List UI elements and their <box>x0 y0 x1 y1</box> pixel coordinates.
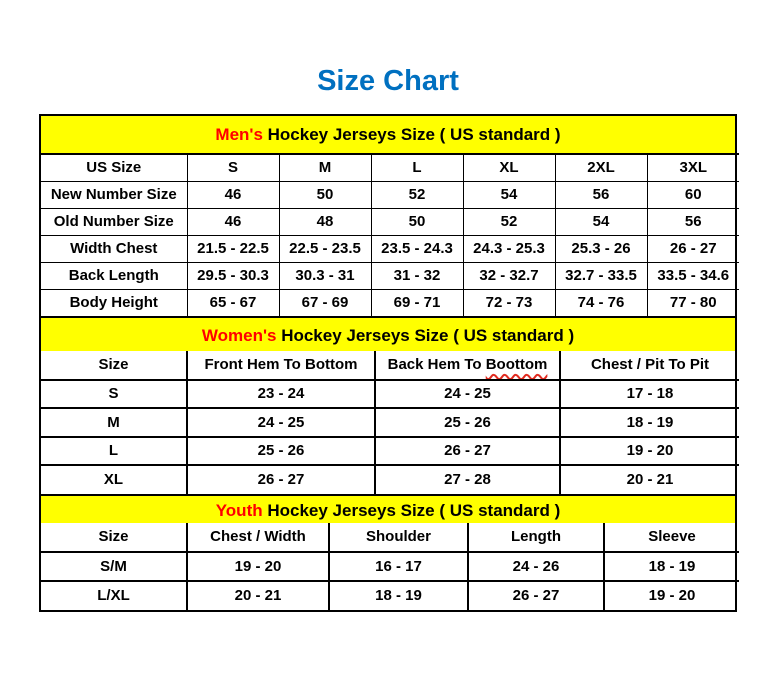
column-header: Sleeve <box>604 523 739 552</box>
row-label: New Number Size <box>41 181 187 208</box>
row-label: M <box>41 408 187 437</box>
cell: 19 - 20 <box>187 552 329 581</box>
row-label: Back Length <box>41 262 187 289</box>
cell: 17 - 18 <box>560 380 739 409</box>
cell: 20 - 21 <box>187 581 329 610</box>
column-header: 3XL <box>647 154 739 181</box>
column-header: S <box>187 154 279 181</box>
cell: 56 <box>647 208 739 235</box>
cell: 25.3 - 26 <box>555 235 647 262</box>
cell: 25 - 26 <box>375 408 560 437</box>
mens-size-table <box>41 153 739 316</box>
cell: 69 - 71 <box>371 289 463 316</box>
column-header: Shoulder <box>329 523 468 552</box>
cell: 29.5 - 30.3 <box>187 262 279 289</box>
womens-section-header-text: Hockey Jerseys Size ( US standard ) <box>276 326 575 345</box>
cell: 50 <box>371 208 463 235</box>
mens-header-row <box>41 154 739 181</box>
youth-section-header-accent: Youth <box>215 500 263 520</box>
cell: 19 - 20 <box>560 437 739 466</box>
mens-section-header <box>41 116 735 153</box>
cell: 52 <box>371 181 463 208</box>
cell: 31 - 32 <box>371 262 463 289</box>
cell: 27 - 28 <box>375 465 560 494</box>
cell: 23 - 24 <box>187 380 375 409</box>
cell: 24 - 25 <box>187 408 375 437</box>
cell: 67 - 69 <box>279 289 371 316</box>
column-header: US Size <box>41 154 187 181</box>
column-header: M <box>279 154 371 181</box>
row-label: Width Chest <box>41 235 187 262</box>
row-label: L <box>41 437 187 466</box>
cell: 26 - 27 <box>647 235 739 262</box>
cell: 65 - 67 <box>187 289 279 316</box>
row-label: L/XL <box>41 581 187 610</box>
cell: 54 <box>555 208 647 235</box>
cell: 60 <box>647 181 739 208</box>
column-header-prefix: Back Hem To <box>387 356 486 374</box>
youth-section-header <box>41 494 735 523</box>
cell: 46 <box>187 181 279 208</box>
column-header: 2XL <box>555 154 647 181</box>
table-row <box>41 181 739 208</box>
cell: 48 <box>279 208 371 235</box>
table-row <box>41 552 739 581</box>
cell: 18 - 19 <box>560 408 739 437</box>
row-label: S/M <box>41 552 187 581</box>
size-chart-tables <box>39 114 737 612</box>
cell: 46 <box>187 208 279 235</box>
mens-section-header-accent: Men's <box>215 125 263 144</box>
cell: 72 - 73 <box>463 289 555 316</box>
table-row <box>41 235 739 262</box>
cell: 54 <box>463 181 555 208</box>
column-header: L <box>371 154 463 181</box>
youth-header-row <box>41 523 739 552</box>
cell: 21.5 - 22.5 <box>187 235 279 262</box>
table-row <box>41 208 739 235</box>
cell: 56 <box>555 181 647 208</box>
table-row <box>41 289 739 316</box>
cell: 33.5 - 34.6 <box>647 262 739 289</box>
cell: 26 - 27 <box>468 581 604 610</box>
table-row <box>41 408 739 437</box>
cell: 24 - 26 <box>468 552 604 581</box>
cell: 26 - 27 <box>187 465 375 494</box>
cell: 52 <box>463 208 555 235</box>
womens-section-header-accent: Women's <box>201 326 277 345</box>
row-label: Old Number Size <box>41 208 187 235</box>
mens-section-header-text: Hockey Jerseys Size ( US standard ) <box>262 125 561 144</box>
cell: 32.7 - 33.5 <box>555 262 647 289</box>
cell: 74 - 76 <box>555 289 647 316</box>
cell: 22.5 - 23.5 <box>279 235 371 262</box>
cell: 18 - 19 <box>604 552 739 581</box>
table-row <box>41 465 739 494</box>
column-header: Length <box>468 523 604 552</box>
womens-header-row <box>41 351 739 380</box>
page-title: Size Chart <box>317 65 459 97</box>
table-row <box>41 581 739 610</box>
column-header: Size <box>41 523 187 552</box>
table-row <box>41 437 739 466</box>
table-row <box>41 262 739 289</box>
cell: 50 <box>279 181 371 208</box>
cell: 20 - 21 <box>560 465 739 494</box>
column-header: Chest / Width <box>187 523 329 552</box>
cell: 24 - 25 <box>375 380 560 409</box>
column-header: Chest / Pit To Pit <box>560 351 739 380</box>
youth-size-table <box>41 523 739 610</box>
cell: 16 - 17 <box>329 552 468 581</box>
cell: 19 - 20 <box>604 581 739 610</box>
table-row <box>41 380 739 409</box>
column-header-misspelled <box>375 351 560 380</box>
column-header: Size <box>41 351 187 380</box>
misspelled-word: Boottom <box>485 356 548 374</box>
row-label: S <box>41 380 187 409</box>
cell: 24.3 - 25.3 <box>463 235 555 262</box>
row-label: XL <box>41 465 187 494</box>
cell: 30.3 - 31 <box>279 262 371 289</box>
womens-size-table <box>41 351 739 494</box>
row-label: Body Height <box>41 289 187 316</box>
column-header: Front Hem To Bottom <box>187 351 375 380</box>
column-header: XL <box>463 154 555 181</box>
cell: 26 - 27 <box>375 437 560 466</box>
cell: 32 - 32.7 <box>463 262 555 289</box>
womens-section-header <box>41 316 735 351</box>
cell: 25 - 26 <box>187 437 375 466</box>
cell: 77 - 80 <box>647 289 739 316</box>
cell: 18 - 19 <box>329 581 468 610</box>
youth-section-header-text: Hockey Jerseys Size ( US standard ) <box>262 500 561 520</box>
cell: 23.5 - 24.3 <box>371 235 463 262</box>
